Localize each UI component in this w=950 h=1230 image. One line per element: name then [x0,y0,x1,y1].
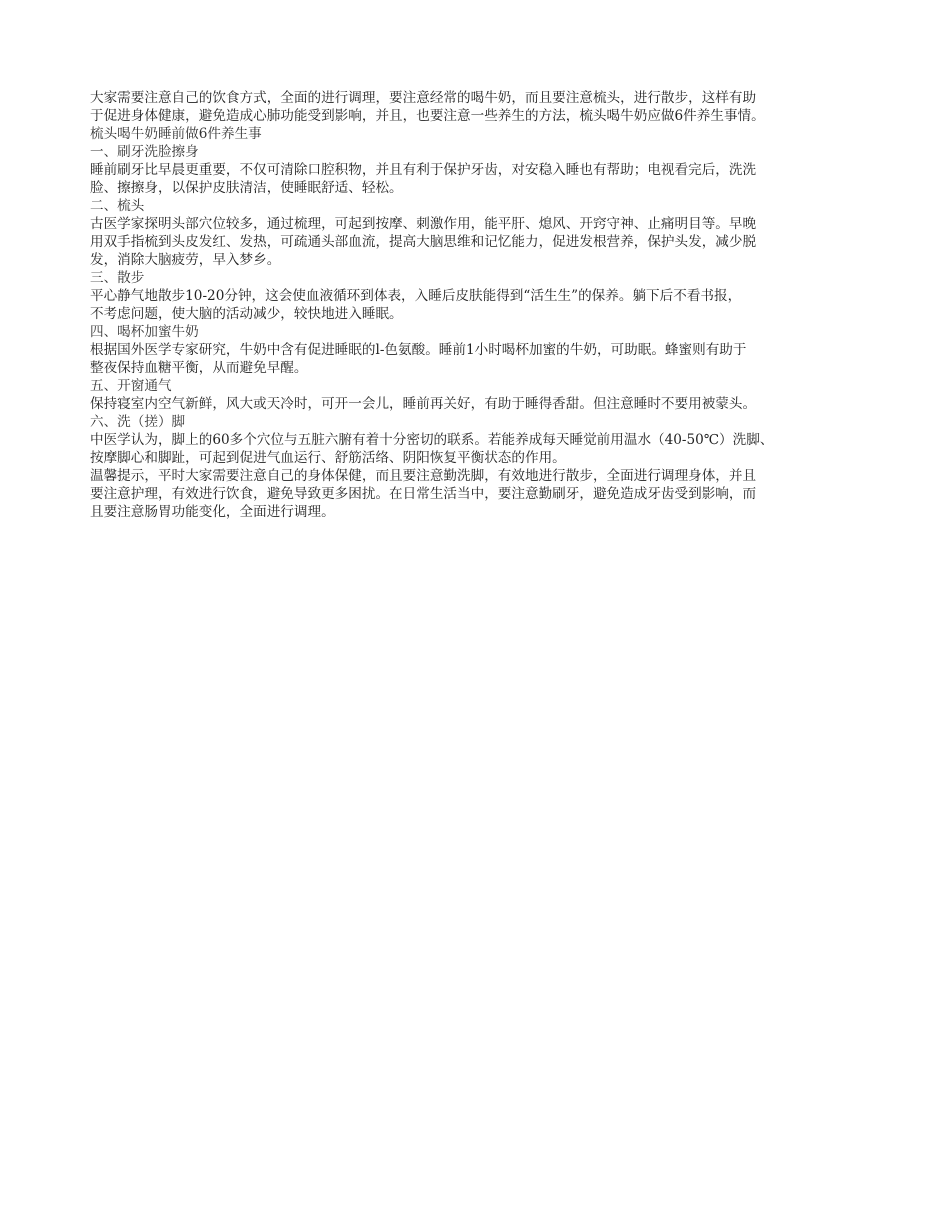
intro-paragraph: 大家需要注意自己的饮食方式，全面的进行调理，要注意经常的喝牛奶，而且要注意梳头，进行散步，这样有助 于促进身体健康，避免造成心肺功能受到影响，并且，也要注意一些养生的方法，梳头喝牛奶应做6件养生事情。 [90,90,765,124]
section-heading: 一、刷牙洗脸擦身 [90,144,199,160]
section-heading: 四、喝杯加蜜牛奶 [90,324,199,340]
section-body: 古医学家探明头部穴位较多，通过梳理，可起到按摩、刺激作用，能平肝、熄风、开窍守神、止痛明目等。早晚 用双手指梳到头皮发红、发热，可疏通头部血流，提高大脑思维和记忆能力，促进发根营养，保护头发，减少脱 发，消除大脑疲劳，早入梦乡。 [90,216,757,268]
closing-paragraph: 温馨提示，平时大家需要注意自己的身体保健，而且要注意勤洗脚，有效地进行散步，全面进行调理身体，并且 要注意护理，有效进行饮食，避免导致更多困扰。在日常生活当中，要注意勤刷牙，避免造成牙齿受到影响，而 且要注意肠胃功能变化，全面进行调理。 [90,468,757,520]
section-heading: 六、洗（搓）脚 [90,414,186,430]
section-heading: 三、散步 [90,270,145,286]
section-body: 平心静气地散步10-20分钟，这会使血液循环到体表，入睡后皮肤能得到“活生生”的保养。躺下后不看书报， 不考虑问题，使大脑的活动减少，较快地进入睡眠。 [90,288,742,322]
document-page [90,89,880,521]
section-body: 保持寝室内空气新鲜，风大或天冷时，可开一会儿，睡前再关好，有助于睡得香甜。但注意睡时不要用被蒙头。 [90,396,757,412]
section-body: 睡前刷牙比早晨更重要，不仅可清除口腔积物，并且有利于保护牙齿，对安稳入睡也有帮助；电视看完后，洗洗 脸、擦擦身，以保护皮肤清洁，使睡眠舒适、轻松。 [90,162,757,196]
section-body: 根据国外医学专家研究，牛奶中含有促进睡眠的l-色氨酸。睡前1小时喝杯加蜜的牛奶，可助眠。蜂蜜则有助于 整夜保持血糖平衡，从而避免早醒。 [90,342,747,376]
section-heading: 二、梳头 [90,198,145,214]
document-title: 梳头喝牛奶睡前做6件养生事 [90,126,262,142]
section-body: 中医学认为，脚上的60多个穴位与五脏六腑有着十分密切的联系。若能养成每天睡觉前用温水（40-50℃）洗脚、 按摩脚心和脚趾，可起到促进气血运行、舒筋活络、阴阳恢复平衡状态的作用。 [90,432,774,466]
section-heading: 五、开窗通气 [90,378,172,394]
